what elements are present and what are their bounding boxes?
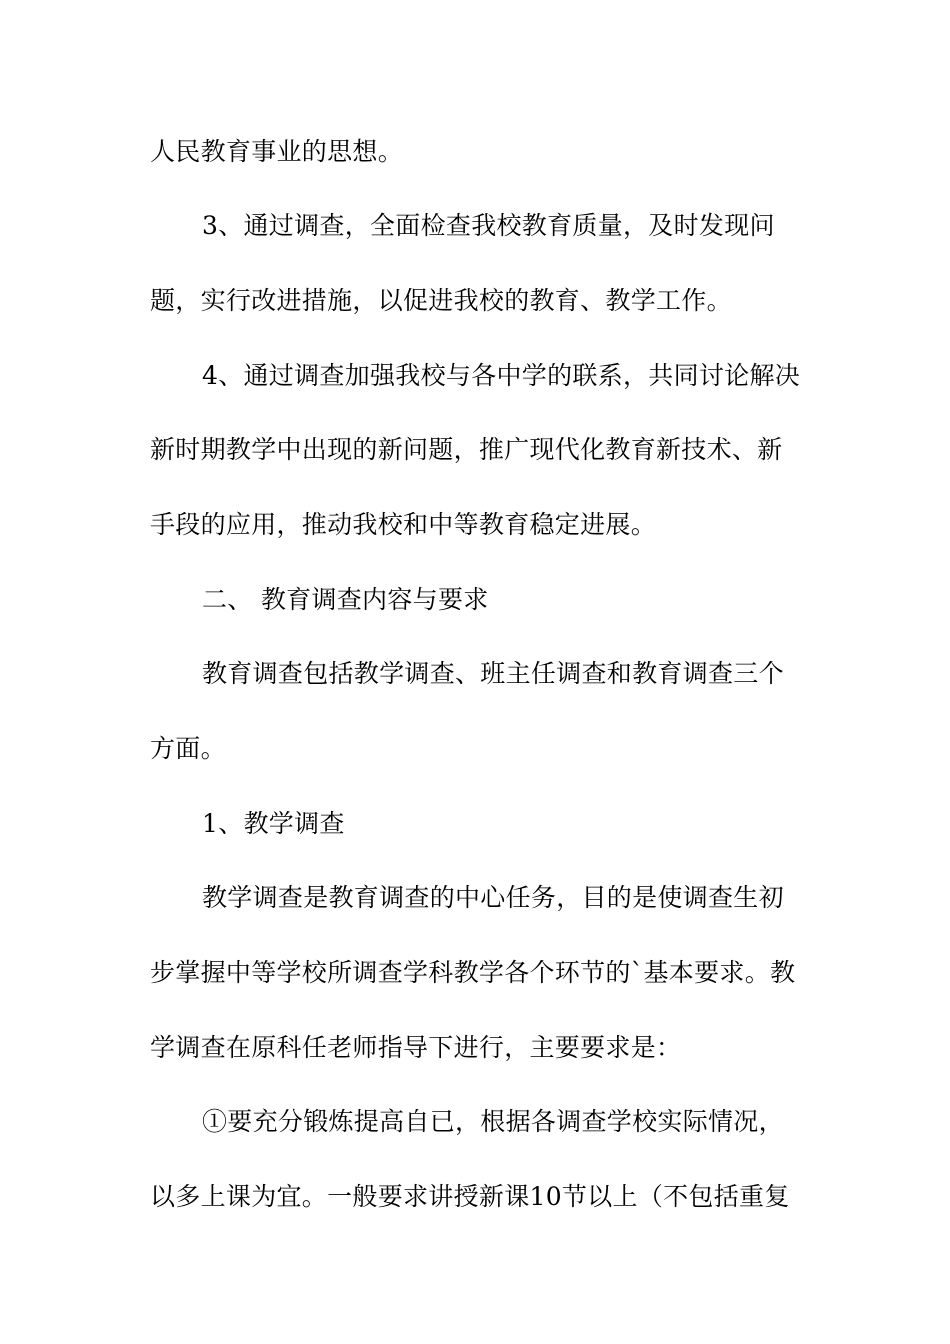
subsection-heading: 1、教学调查	[202, 809, 345, 838]
text-line: 教育调查包括教学调查、班主任调查和教育调查三个	[202, 659, 784, 688]
text-line: 方面。	[150, 734, 226, 763]
text-line: 手段的应用，推动我校和中等教育稳定进展。	[150, 510, 657, 539]
text-line: 新时期教学中出现的新问题，推广现代化教育新技术、新	[150, 435, 783, 464]
text-line: 学调查在原科任老师指导下进行，主要要求是：	[150, 1033, 682, 1062]
text-line: 步掌握中等学校所调查学科教学各个环节的`基本要求。教	[150, 958, 796, 987]
text-line: 题，实行改进措施，以促进我校的教育、教学工作。	[150, 286, 732, 315]
text-line: 教学调查是教育调查的中心任务，目的是使调查生初	[202, 883, 784, 912]
text-line: 以多上课为宜。一般要求讲授新课10节以上（不包括重复	[150, 1182, 790, 1211]
text-line: 3、通过调查，全面检查我校教育质量，及时发现问	[202, 211, 775, 240]
text-line: 4、通过调查加强我校与各中学的联系，共同讨论解决	[202, 361, 801, 390]
text-line: ①要充分锻炼提高自已，根据各调查学校实际情况，	[202, 1107, 784, 1136]
text-line: 人民教育事业的思想。	[150, 137, 404, 166]
section-heading: 二、 教育调查内容与要求	[202, 585, 489, 614]
